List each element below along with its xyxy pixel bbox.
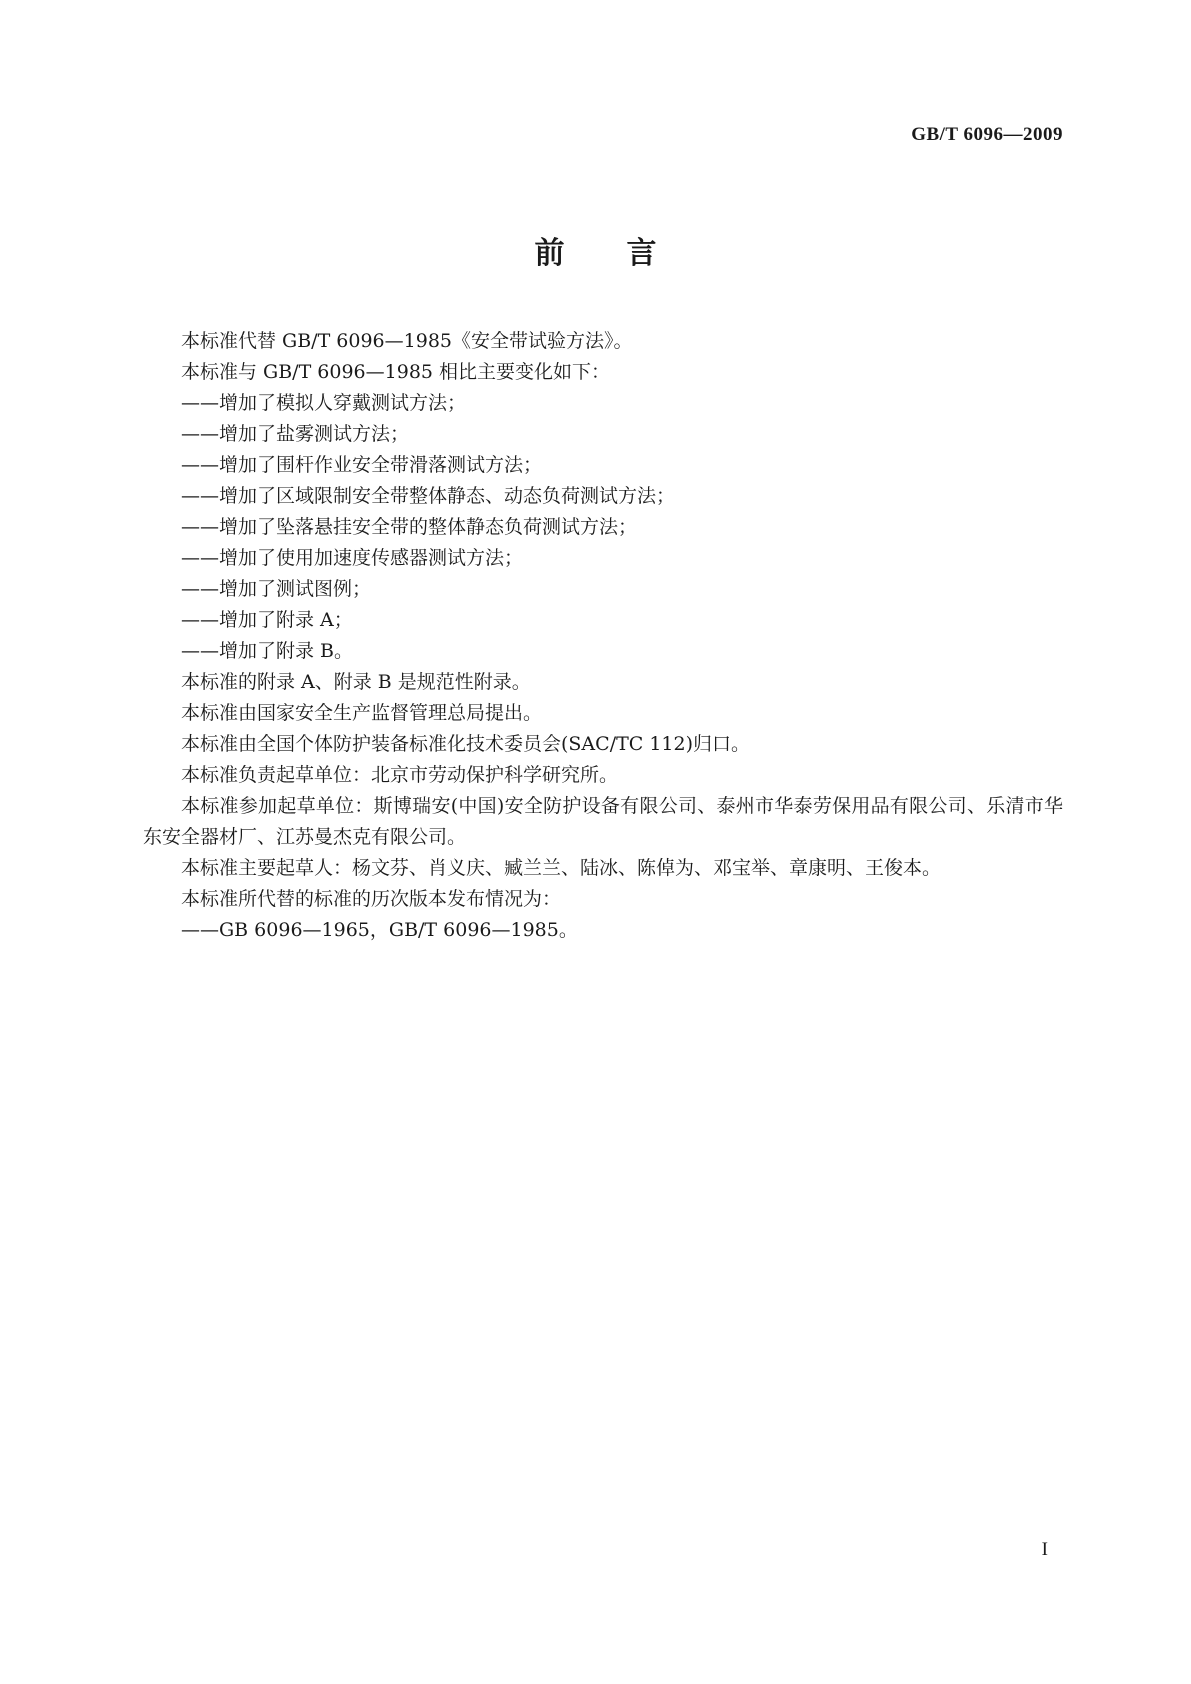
paragraph: 本标准所代替的标准的历次版本发布情况为：: [181, 888, 562, 910]
list-item: ——增加了区域限制安全带整体静态、动态负荷测试方法；: [181, 485, 676, 507]
paragraph: 本标准由国家安全生产监督管理总局提出。: [181, 702, 543, 724]
list-item: ——增加了附录 B。: [181, 640, 354, 662]
standard-code: GB/T 6096—2009: [911, 124, 1063, 145]
paragraph: 本标准由全国个体防护装备标准化技术委员会(SAC/TC 112)归口。: [181, 733, 751, 755]
list-item: ——GB 6096—1965，GB/T 6096—1985。: [181, 919, 578, 941]
page-number: I: [1041, 1539, 1048, 1560]
paragraph: 本标准参加起草单位：斯博瑞安(中国)安全防护设备有限公司、泰州市华泰劳保用品有限公司、乐清市华东安全器材厂、江苏曼杰克有限公司。: [143, 795, 1063, 848]
paragraph: 本标准代替 GB/T 6096—1985《安全带试验方法》。: [181, 330, 633, 352]
list-item: ——增加了模拟人穿戴测试方法；: [181, 392, 467, 414]
foreword-body: [143, 326, 1063, 946]
page-title: 前言: [534, 236, 719, 271]
list-item: ——增加了围杆作业安全带滑落测试方法；: [181, 454, 543, 476]
paragraph: 本标准与 GB/T 6096—1985 相比主要变化如下：: [181, 361, 611, 383]
list-item: ——增加了测试图例；: [181, 578, 372, 600]
list-item: ——增加了坠落悬挂安全带的整体静态负荷测试方法；: [181, 516, 638, 538]
list-item: ——增加了盐雾测试方法；: [181, 423, 410, 445]
paragraph: 本标准负责起草单位：北京市劳动保护科学研究所。: [181, 764, 619, 786]
paragraph: 本标准主要起草人：杨文芬、肖义庆、臧兰兰、陆冰、陈倬为、邓宝举、章康明、王俊本。: [181, 857, 942, 879]
list-item: ——增加了使用加速度传感器测试方法；: [181, 547, 524, 569]
list-item: ——增加了附录 A；: [181, 609, 353, 631]
paragraph: 本标准的附录 A、附录 B 是规范性附录。: [181, 671, 531, 693]
